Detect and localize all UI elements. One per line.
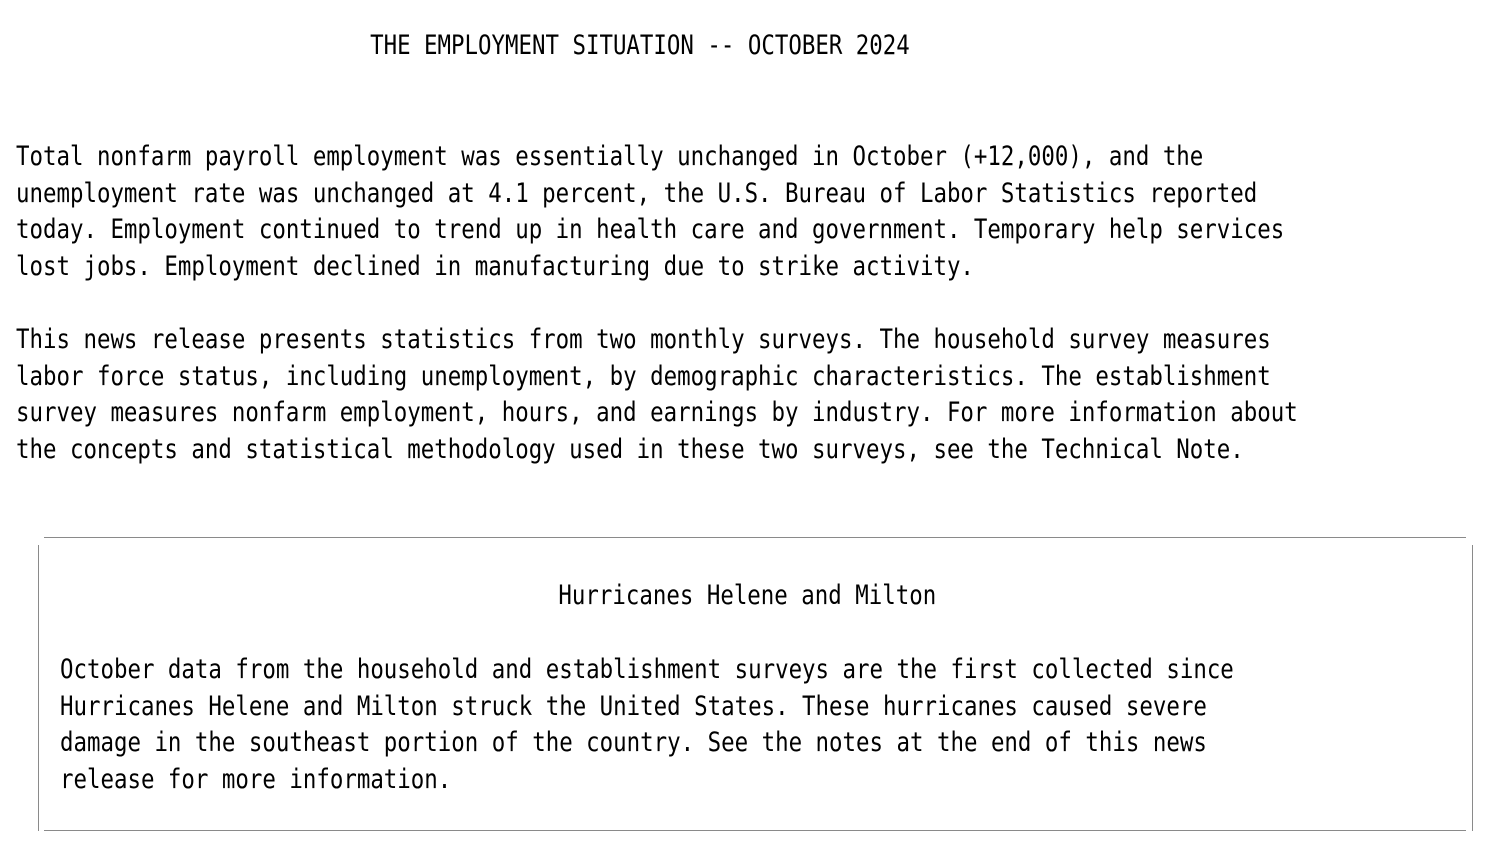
text-line: survey measures nonfarm employment, hours, and earnings by industry. For more information about [16, 397, 1298, 429]
notice-box-title: Hurricanes Helene and Milton [558, 580, 937, 611]
text-line: lost jobs. Employment declined in manufacturing due to strike activity. [16, 251, 974, 283]
hurricane-notice-box [36, 537, 1476, 831]
text-line: unemployment rate was unchanged at 4.1 percent, the U.S. Bureau of Labor Statistics reported [16, 177, 1258, 209]
text-line: damage in the southeast portion of the country. See the notes at the end of this news [60, 727, 1207, 759]
text-line: October data from the household and establishment surveys are the first collected since [60, 654, 1234, 685]
paragraph-summary [16, 139, 1502, 286]
notice-box-body [60, 652, 1474, 799]
page-title: THE EMPLOYMENT SITUATION -- OCTOBER 2024 [370, 30, 910, 61]
paragraph-surveys [16, 322, 1502, 469]
text-line: the concepts and statistical methodology used in these two surveys, see the Technical Note. [16, 434, 1244, 466]
text-line: release for more information. [60, 764, 452, 796]
text-line: today. Employment continued to trend up in health care and government. Temporary help services [16, 214, 1285, 246]
text-line: This news release presents statistics from two monthly surveys. The household survey measures [16, 324, 1271, 355]
text-line: Total nonfarm payroll employment was essentially unchanged in October (+12,000), and the [16, 141, 1204, 172]
box-top-border [44, 537, 1466, 538]
text-line: labor force status, including unemployment, by demographic characteristics. The establishment [16, 360, 1271, 392]
box-bottom-border [44, 830, 1466, 831]
text-line: Hurricanes Helene and Milton struck the United States. These hurricanes caused severe [60, 690, 1207, 722]
